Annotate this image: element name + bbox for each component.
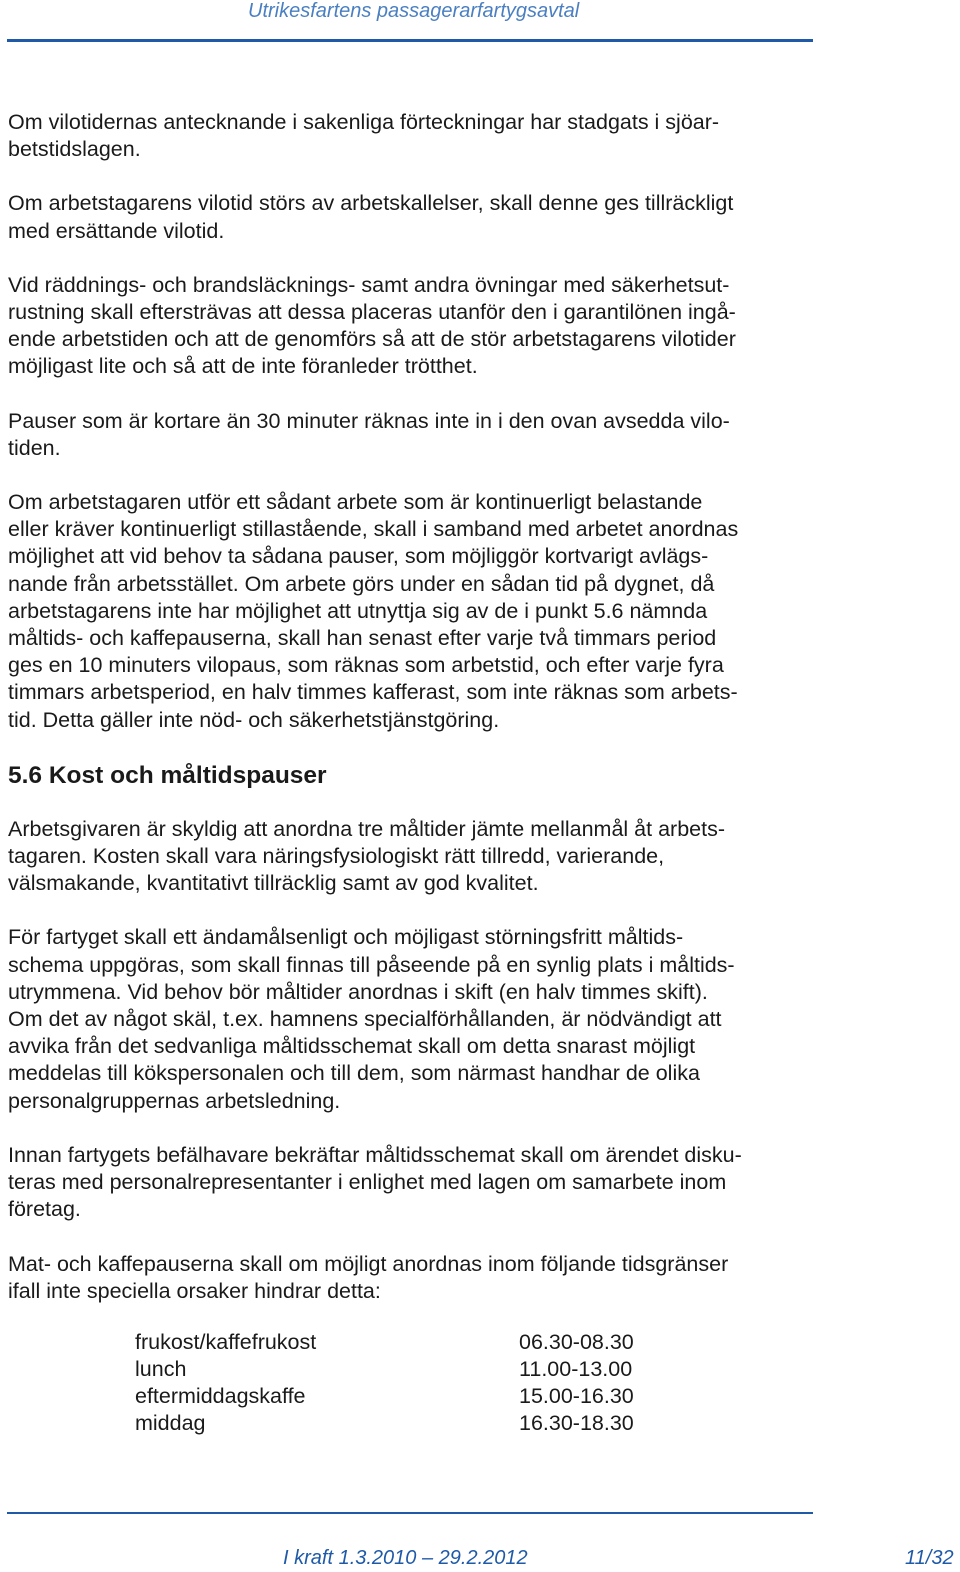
meal-time: 06.30-08.30 xyxy=(519,1329,634,1354)
meal-time: 15.00-16.30 xyxy=(519,1384,634,1409)
meal-times-table xyxy=(135,1329,828,1438)
meal-time-row xyxy=(135,1410,828,1437)
paragraph: Om arbetstagaren utför ett sådant arbete som är kontinuerligt belastande eller kräver kontinuerligt stillastående, skall i samband med arbetet anordnas möjlighet att vid behov ta sådana pauser, som möjliggör kortvarigt avlägs- nande från arbetsstället. Om arbete görs under en sådan tid på dygnet, då arbetstagarens inte har möjlighet att utnyttja sig av de i punkt 5.6 nämnda måltids- och kaffepauserna, skall han senast efter varje två timmars period ges en 10 minuters vilopaus, som räknas som arbetstid, och efter varje fyra timmars arbetsperiod, en halv timmes kafferast, som inte räknas som arbets- tid. Detta gäller inte nöd- och säkerhetstjänstgöring. xyxy=(8,490,739,732)
meal-name: frukost/kaffefrukost xyxy=(135,1329,317,1354)
paragraph: För fartyget skall ett ändamålsenligt och möjligast störningsfritt måltids- schema uppgöras, som skall finnas till påseende på en synlig plats i måltids- utrymmena. Vid behov bör måltider anordnas i skift (en halv timmes skift). Om det av något skäl, t.ex. hamnens specialförhållanden, är nödvändigt att avvika från det sedvanliga måltidsschemat skall om detta snarast möjligt meddelas till kökspersonalen och till dem, som närmast handhar de olika personalgruppernas arbetsledning. xyxy=(8,925,735,1113)
section-heading: 5.6 Kost och måltidspauser xyxy=(8,761,327,789)
document-header-title: Utrikesfartens passagerarfartygsavtal xyxy=(248,0,580,22)
paragraph: Om arbetstagarens vilotid störs av arbetskallelser, skall denne ges tillräckligt med ersättande vilotid. xyxy=(8,191,734,243)
meal-name: middag xyxy=(135,1411,206,1436)
meal-time-row xyxy=(135,1329,828,1356)
meal-name: lunch xyxy=(135,1357,187,1382)
paragraph: Vid räddnings- och brandsläcknings- samt andra övningar med säkerhetsut- rustning skall eftersträvas att dessa placeras utanför den i garantilönen ingå- ende arbetstiden och att de genomförs så att de stör arbetstagarens vilotider möjligast lite och så att de inte föranleder trötthet. xyxy=(8,272,736,379)
paragraph: Mat- och kaffepauserna skall om möjligt anordnas inom följande tidsgränser ifall inte speciella orsaker hindrar detta: xyxy=(8,1251,729,1303)
footer-page-number: 11/32 xyxy=(905,1547,954,1569)
meal-time: 11.00-13.00 xyxy=(519,1357,633,1382)
footer-validity-period: I kraft 1.3.2010 – 29.2.2012 xyxy=(283,1547,528,1569)
paragraph: Arbetsgivaren är skyldig att anordna tre måltider jämte mellanmål åt arbets- tagaren. Kosten skall vara näringsfysiologiskt rätt tillredd, varierande, välsmakande, kvantitativt tillräcklig samt av god kvalitet. xyxy=(8,816,725,896)
document-body xyxy=(8,109,828,1438)
meal-name: eftermiddagskaffe xyxy=(135,1384,306,1409)
header-divider xyxy=(7,39,813,42)
meal-time: 16.30-18.30 xyxy=(519,1411,634,1436)
meal-time-row xyxy=(135,1356,828,1383)
paragraph: Innan fartygets befälhavare bekräftar måltidsschemat skall om ärendet disku- teras med personalrepresentanter i enlighet med lagen om samarbete inom företag. xyxy=(8,1142,742,1222)
footer-divider xyxy=(7,1512,813,1514)
paragraph: Pauser som är kortare än 30 minuter räknas inte in i den ovan avsedda vilo- tiden. xyxy=(8,408,730,460)
meal-time-row xyxy=(135,1383,828,1410)
paragraph: Om vilotidernas antecknande i sakenliga förteckningar har stadgats i sjöar- betstidslagen. xyxy=(8,110,720,162)
